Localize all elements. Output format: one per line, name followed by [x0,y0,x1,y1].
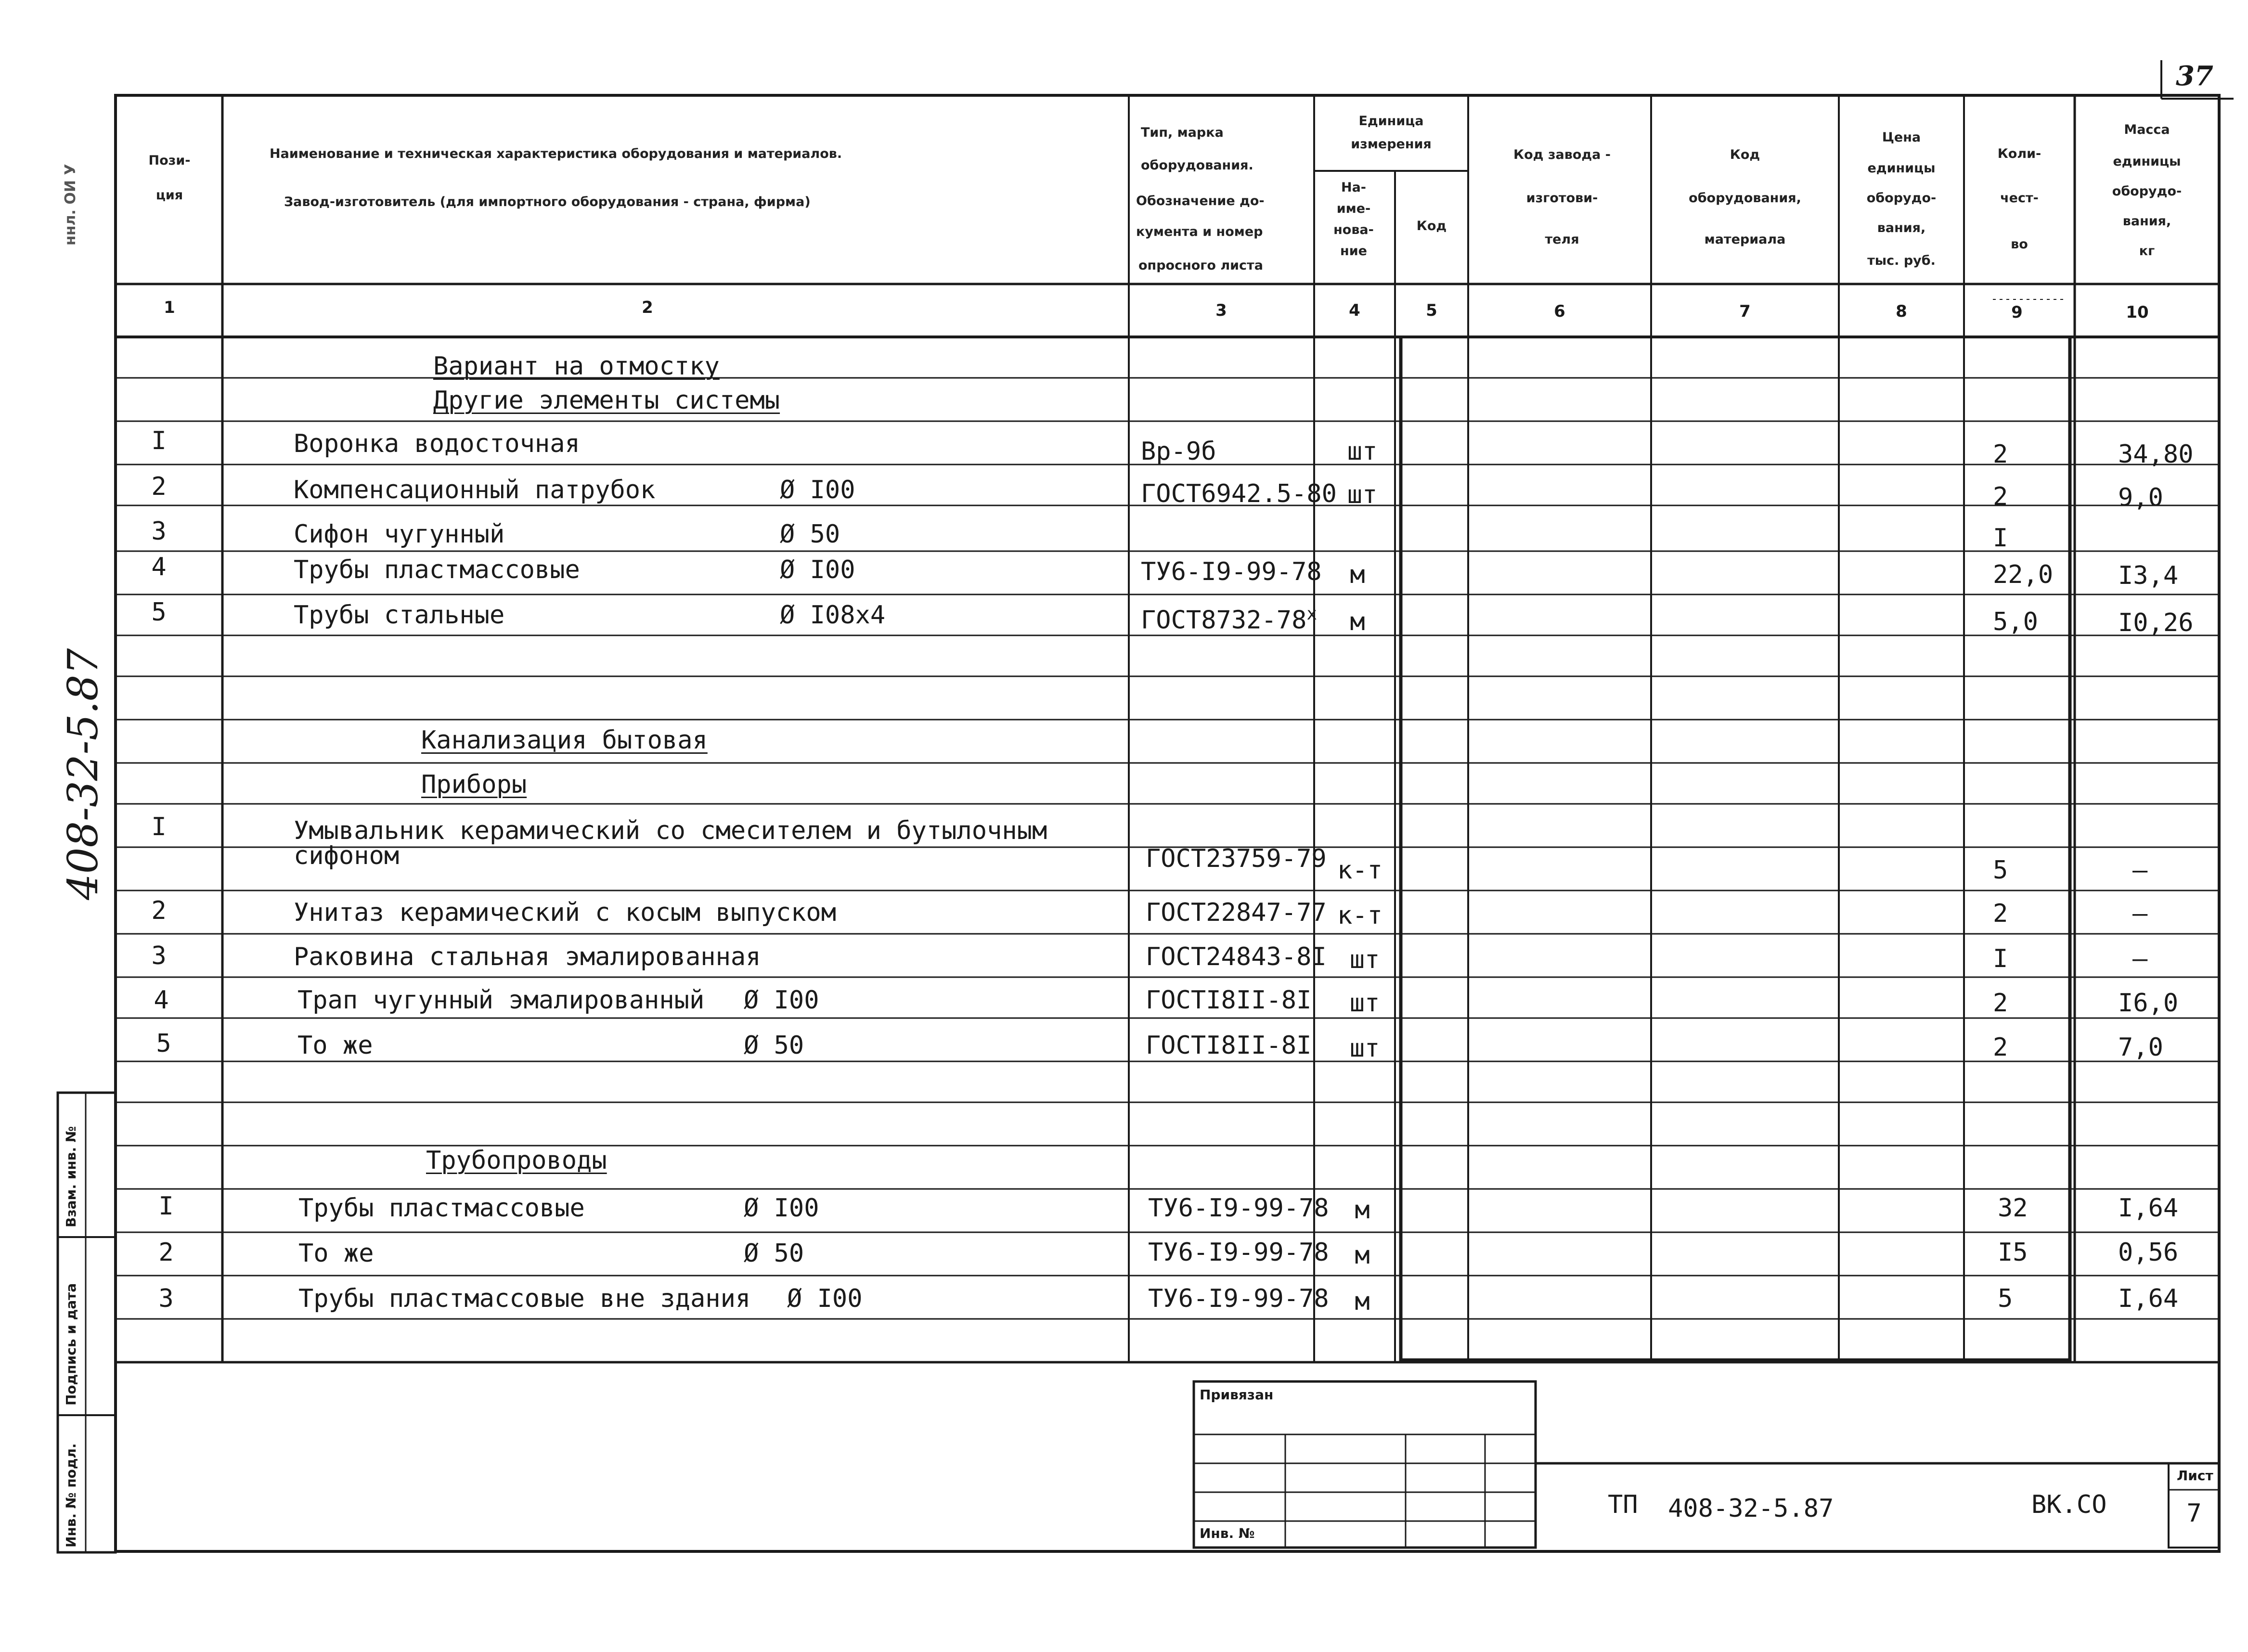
row-6-quantity: 5 [1993,856,2008,885]
row-4-type: ТУ6-I9-99-78 [1141,557,1322,586]
header-mass-2: единицы [2113,154,2181,169]
row-7-quantity: 2 [1993,899,2008,928]
header-unit-name-2: име- [1336,201,1371,216]
column-number-5: 5 [1426,301,1437,320]
row-12-mass: 0,56 [2118,1238,2179,1267]
row-12-position: 2 [158,1238,174,1267]
header-mass-5: кг [2139,244,2155,258]
row-12-type: ТУ6-I9-99-78 [1148,1238,1329,1267]
page-number: 37 [2176,60,2213,92]
row-13-diameter: Ø I00 [787,1284,863,1313]
row-2-name: Компенсационный патрубок [294,476,656,504]
row-13-type: ТУ6-I9-99-78 [1148,1284,1329,1313]
row-2-position: 2 [151,472,167,501]
row-9-quantity: 2 [1993,989,2008,1018]
row-4-name: Трубы пластмассовые [294,555,580,584]
column-number-9: 9 [2011,303,2023,322]
row-3-name: Сифон чугунный [294,520,505,549]
row-2-quantity: 2 [1993,482,2008,511]
section-title-domestic-sewer: Канализация бытовая [421,726,708,755]
row-1-position: I [151,426,167,455]
header-equipment-code-3: материала [1704,232,1786,247]
header-price-4: вания, [1877,220,1926,235]
header-mass-3: оборудо- [2112,184,2182,199]
row-7-position: 2 [151,896,167,925]
header-factory-code-1: Код завода - [1513,147,1611,162]
header-price-3: оборудо- [1866,191,1937,206]
header-unit-name-3: нова- [1333,222,1374,237]
column-number-2: 2 [642,298,653,317]
header-unit-code: Код [1416,219,1447,233]
title-block-code: 408-32-5.87 [1668,1494,1834,1523]
column-number-1: 1 [164,298,175,317]
row-5-diameter: Ø I08x4 [780,601,886,630]
row-13-quantity: 5 [1998,1284,2013,1313]
row-11-quantity: 32 [1998,1194,2028,1223]
row-5-quantity: 5,0 [1993,607,2038,636]
row-4-position: 4 [151,553,167,581]
row-8-position: 3 [151,942,167,970]
column-number-8: 8 [1896,302,1907,321]
row-6-type: ГОСТ23759-79 [1146,844,1327,873]
row-1-type: Вр-9б [1141,437,1216,466]
row-9-diameter: Ø I00 [744,986,819,1015]
row-3-diameter: Ø 50 [780,520,840,549]
column-number-6: 6 [1554,302,1565,321]
header-price-1: Цена [1882,130,1921,145]
row-1-name: Воронка водосточная [294,429,580,458]
row-2-unit: шт [1347,480,1378,509]
header-equipment-code-2: оборудования, [1689,191,1801,206]
header-qty-2: чест- [2000,191,2039,206]
header-position-line2: ция [155,188,183,203]
row-9-type: ГОСТI8II-8I [1146,986,1312,1015]
row-6-mass: – [2132,856,2148,885]
header-factory-code-3: теля [1545,232,1579,247]
row-8-mass: – [2132,944,2148,973]
row-7-name: Унитаз керамический с косым выпуском [294,898,837,927]
row-8-unit: шт [1349,945,1380,974]
header-type-line5: опросного листа [1138,258,1263,273]
row-2-mass: 9,0 [2118,483,2163,512]
row-13-mass: I,64 [2118,1284,2179,1313]
row-13-unit: м [1355,1287,1370,1316]
side-document-code: 408-32-5.87 [59,648,107,900]
header-mass-4: вания, [2122,214,2171,229]
column-number-10: 10 [2126,303,2149,322]
row-10-mass: 7,0 [2118,1033,2163,1062]
row-8-type: ГОСТ24843-8I [1146,942,1327,971]
row-5-position: 5 [151,598,167,627]
title-block-linked: Привязан [1200,1387,1274,1403]
row-10-position: 5 [156,1029,171,1058]
header-qty-1: Коли- [1997,146,2041,161]
header-unit-line2: измерения [1351,137,1432,152]
row-11-unit: м [1355,1196,1370,1225]
row-9-mass: I6,0 [2118,989,2179,1018]
title-block-mark: ВК.СО [2031,1490,2107,1519]
row-11-type: ТУ6-I9-99-78 [1148,1194,1329,1223]
header-name-line1: Наименование и техническая характеристика оборудования и материалов. [270,146,842,161]
row-2-diameter: Ø I00 [780,476,855,504]
stamp-original-inventory: Инв. № подл. [63,1443,79,1548]
row-12-unit: м [1355,1241,1370,1270]
header-mass-1: Масса [2124,122,2170,137]
row-9-name: Трап чугунный эмалированный [297,986,705,1015]
row-11-diameter: Ø I00 [744,1194,819,1223]
header-unit-line1: Единица [1358,114,1424,129]
row-7-type: ГОСТ22847-77 [1146,898,1327,927]
stamp-replacement-inventory: Взам. инв. № [63,1126,79,1227]
header-price-2: единицы [1867,161,1936,176]
row-11-position: I [158,1192,174,1221]
header-unit-name-1: На- [1341,180,1367,195]
row-10-type: ГОСТI8II-8I [1146,1031,1312,1060]
row-5-type [1141,604,1318,635]
title-block-tp: ТП [1608,1490,1638,1519]
row-12-quantity: I5 [1998,1238,2028,1267]
row-8-name: Раковина стальная эмалированная [294,942,761,971]
row-5-type-superscript: x [1306,604,1318,624]
section-title-pipelines: Трубопроводы [426,1146,607,1175]
row-6-unit: к-т [1337,856,1382,885]
header-name-line2: Завод-изготовитель (для импортного оборудования - страна, фирма) [284,194,811,209]
row-10-name: То же [297,1031,373,1060]
row-4-diameter: Ø I00 [780,555,855,584]
row-4-quantity: 22,0 [1993,560,2054,589]
title-block-sheet-label: Лист [2177,1468,2213,1484]
header-price-5: тыс. руб. [1867,253,1936,268]
column-number-7: 7 [1739,302,1751,321]
row-9-unit: шт [1349,989,1380,1018]
section-title-roof-drain: Вариант на отмостку [433,352,720,381]
row-6-position: I [151,813,167,841]
row-1-unit: шт [1347,437,1378,466]
column-number-4: 4 [1349,301,1360,320]
row-13-name: Трубы пластмассовые вне здания [298,1284,751,1313]
header-unit-name-4: ние [1340,244,1367,258]
row-10-diameter: Ø 50 [744,1031,804,1060]
header-type-line3: Обозначение до- [1136,194,1265,208]
row-1-mass: 34,80 [2118,440,2194,469]
header-equipment-code-1: Код [1730,147,1760,162]
row-3-quantity: I [1993,524,2008,553]
row-3-position: 3 [151,517,167,546]
row-4-mass: I3,4 [2118,561,2179,590]
row-11-mass: I,64 [2118,1194,2179,1223]
header-qty-3: во [2011,237,2028,252]
row-11-name: Трубы пластмассовые [298,1194,585,1223]
row-5-type-main: ГОСТ8732-78 [1141,606,1307,635]
title-block-inventory: Инв. № [1200,1525,1255,1541]
row-1-quantity: 2 [1993,440,2008,469]
row-10-unit: шт [1349,1034,1380,1063]
header-type-line4: кумента и номер [1136,224,1263,239]
row-4-unit: м [1350,560,1365,589]
header-position-line1: Пози- [148,153,191,168]
section-subtitle-other-elements: Другие элементы системы [433,386,780,415]
row-5-name: Трубы стальные [294,601,505,630]
row-9-position: 4 [154,986,169,1015]
row-12-name: То же [298,1239,374,1268]
row-6-name: Умывальник керамический со смесителем и бутылочным [294,816,1047,845]
row-12-diameter: Ø 50 [744,1239,804,1268]
header-type-line2: оборудования. [1141,158,1253,173]
column-number-3: 3 [1215,301,1227,320]
side-stamp-top: ннл. ОИ У [62,164,79,245]
row-5-mass: I0,26 [2118,608,2194,637]
row-10-quantity: 2 [1993,1033,2008,1062]
header-factory-code-2: изготови- [1526,191,1598,206]
row-6-name-continued: сифоном [294,841,400,870]
row-2-type: ГОСТ6942.5-80 [1141,479,1337,508]
row-13-position: 3 [158,1284,174,1313]
title-block-sheet-number: 7 [2186,1499,2202,1528]
row-5-unit: м [1350,607,1365,636]
section-subtitle-fixtures: Приборы [421,770,527,799]
header-type-line1: Тип, марка [1141,125,1224,140]
row-7-unit: к-т [1337,901,1382,930]
row-7-mass: – [2132,899,2148,928]
stamp-signature-date: Подпись и дата [63,1283,79,1406]
row-8-quantity: I [1993,944,2008,973]
